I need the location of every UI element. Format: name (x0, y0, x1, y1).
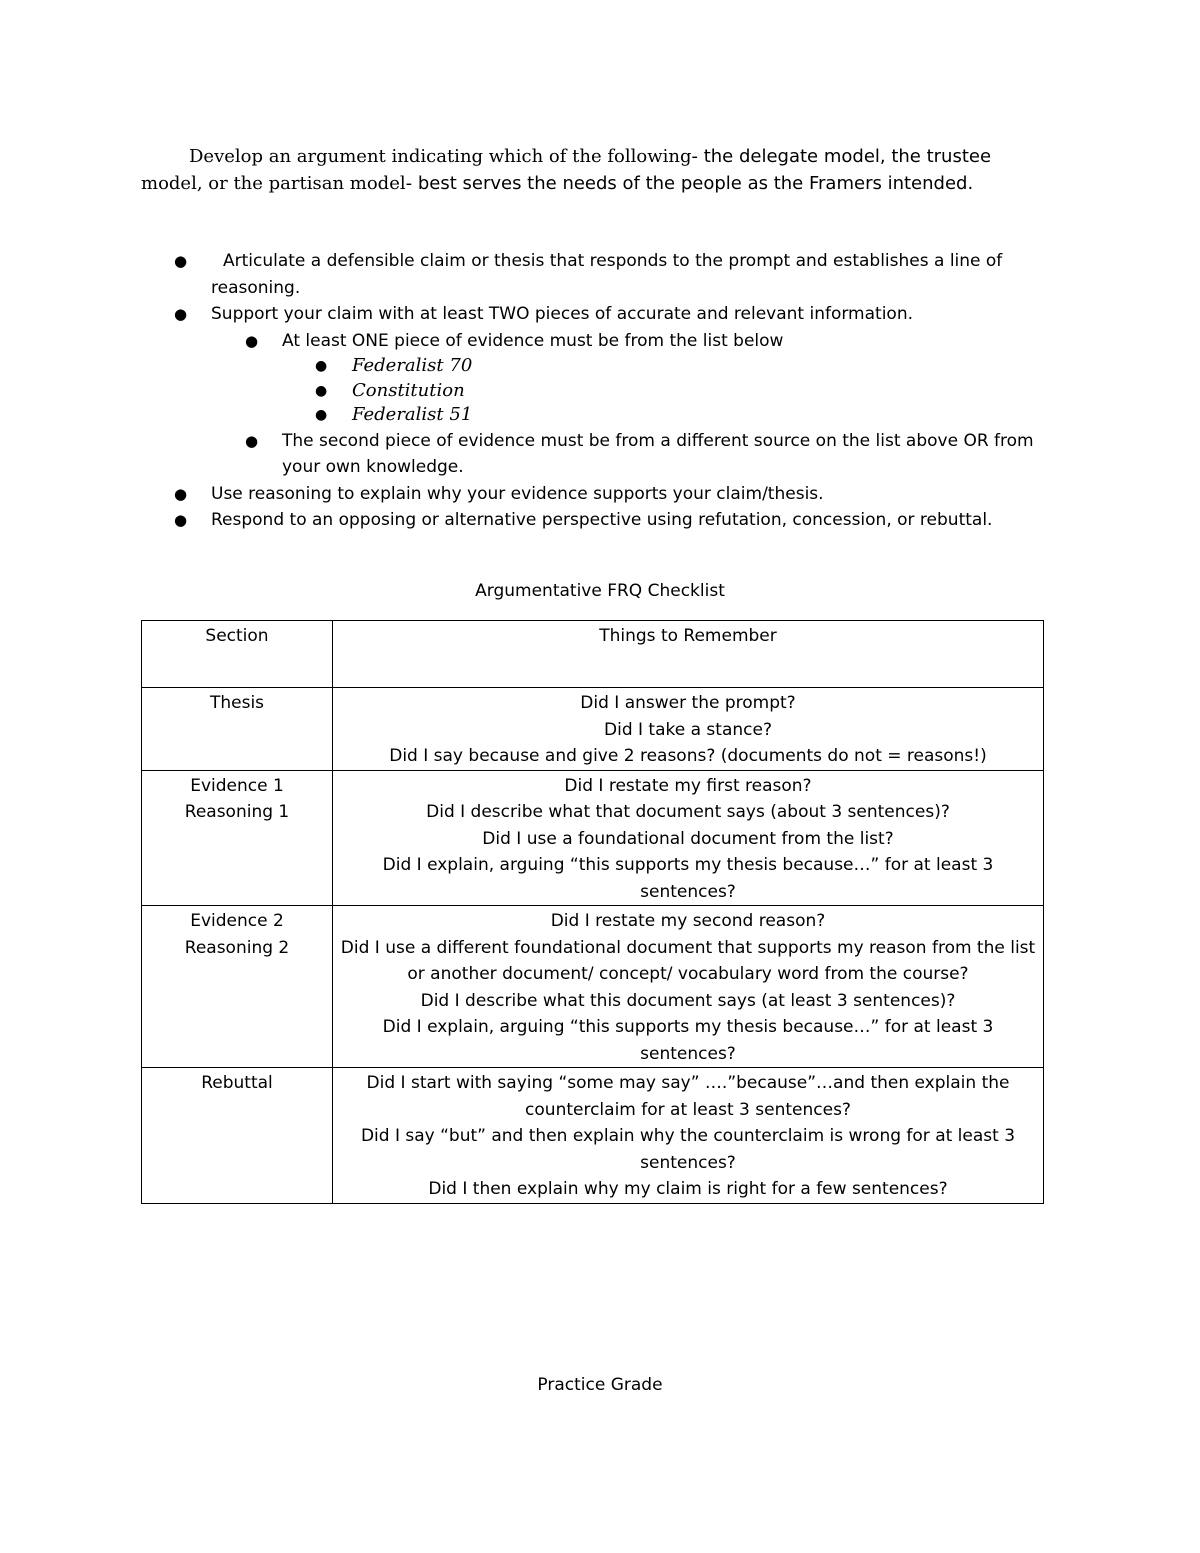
list-item (141, 301, 1061, 328)
section-label: Reasoning 1 (184, 802, 290, 822)
reminder-question: Did I take a stance? (604, 719, 772, 740)
bullet-icon: ● (174, 484, 188, 503)
practice-grade-label: Practice Grade (537, 1375, 663, 1395)
reminder-question: Did I explain, arguing “this supports my thesis because…” for at least 3 sentences? (382, 855, 994, 902)
section-label: Thesis (209, 693, 265, 713)
reminder-question: Did I use a different foundational document that supports my reason from the list or another document/ concept/ vocabulary word from the course? (340, 937, 1036, 984)
bullet-icon: ● (315, 358, 328, 374)
table-row (142, 770, 1044, 906)
list-item-text: The second piece of evidence must be from a different source on the list above OR from your own knowledge. (282, 430, 1034, 477)
reminder-question: Did I describe what this document says (at least 3 sentences)? (420, 990, 956, 1011)
table-row (142, 688, 1044, 771)
list-item-text: At least ONE piece of evidence must be from the list below (282, 330, 784, 351)
bullet-icon: ● (174, 305, 188, 323)
list-item (141, 428, 1061, 481)
bullet-icon: ● (245, 331, 259, 350)
source-item (141, 354, 1061, 379)
source-name: Federalist 51 (352, 404, 473, 425)
section-label: Evidence 2 (190, 911, 284, 931)
prompt-text: model, or the partisan model (141, 173, 406, 194)
source-name: Federalist 70 (352, 355, 473, 376)
bullet-icon: ● (245, 431, 259, 450)
column-header-things: Things to Remember (333, 621, 1044, 688)
source-name: Constitution (352, 379, 465, 401)
prompt-paragraph (141, 143, 1041, 197)
list-item-text: Use reasoning to explain why your evidence supports your claim/thesis. (211, 483, 824, 504)
reminder-question: Did I say because and give 2 reasons? (documents do not = reasons!) (389, 746, 987, 766)
section-label: Evidence 1 (190, 775, 284, 796)
reminder-question: Did I then explain why my claim is right for a few sentences? (428, 1179, 948, 1199)
reminder-question: Did I answer the prompt? (580, 693, 796, 713)
column-header-section: Section (142, 621, 333, 688)
reminder-question: Did I restate my second reason? (550, 911, 826, 931)
reminder-question: Did I explain, arguing “this supports my thesis because…” for at least 3 sentences? (382, 1017, 994, 1064)
list-item (141, 328, 1061, 355)
reminder-question: Did I restate my first reason? (564, 775, 812, 796)
source-item (141, 403, 1061, 428)
bullet-icon: ● (315, 382, 328, 399)
prompt-text: - best serves the needs of the people as the Framers intended. (405, 173, 974, 194)
list-item-text: Respond to an opposing or alternative perspective using refutation, concession, or rebuttal. (211, 510, 993, 530)
section-cell (142, 1068, 333, 1204)
bullet-icon: ● (174, 511, 188, 529)
bullet-icon: ● (315, 407, 328, 423)
requirements-list (141, 248, 1061, 534)
table-row (142, 906, 1044, 1068)
source-item (141, 379, 1061, 404)
prompt-text: Develop an argument indicating which of the following (189, 146, 692, 167)
list-item (141, 248, 1061, 301)
reminders-cell (333, 688, 1044, 771)
checklist-table (141, 620, 1044, 1204)
section-label: Rebuttal (201, 1073, 273, 1093)
section-cell (142, 906, 333, 1068)
prompt-line-2 (141, 170, 1041, 197)
table-header-row (142, 621, 1044, 688)
list-item-text: Support your claim with at least TWO pieces of accurate and relevant information. (211, 304, 914, 324)
reminders-cell (333, 906, 1044, 1068)
list-item (141, 507, 1061, 534)
reminder-question: Did I use a foundational document from the list? (482, 828, 894, 849)
reminder-question: Did I say “but” and then explain why the counterclaim is wrong for at least 3 sentences? (360, 1126, 1016, 1173)
prompt-line-1 (141, 143, 1041, 170)
section-cell (142, 688, 333, 771)
prompt-text: - the delegate model, the trustee (691, 146, 992, 167)
checklist-title: Argumentative FRQ Checklist (475, 581, 725, 601)
section-cell (142, 770, 333, 906)
section-label: Reasoning 2 (184, 937, 290, 958)
bullet-icon: ● (174, 252, 188, 270)
list-item-text: Articulate a defensible claim or thesis that responds to the prompt and establishes a line of reasoning. (211, 251, 1003, 298)
table-row (142, 1068, 1044, 1204)
reminders-cell (333, 1068, 1044, 1204)
list-item (141, 481, 1061, 508)
reminder-question: Did I describe what that document says (about 3 sentences)? (426, 802, 950, 822)
reminder-question: Did I start with saying “some may say” ….”because”…and then explain the counterclaim for at least 3 sentences? (366, 1073, 1010, 1120)
reminders-cell (333, 770, 1044, 906)
